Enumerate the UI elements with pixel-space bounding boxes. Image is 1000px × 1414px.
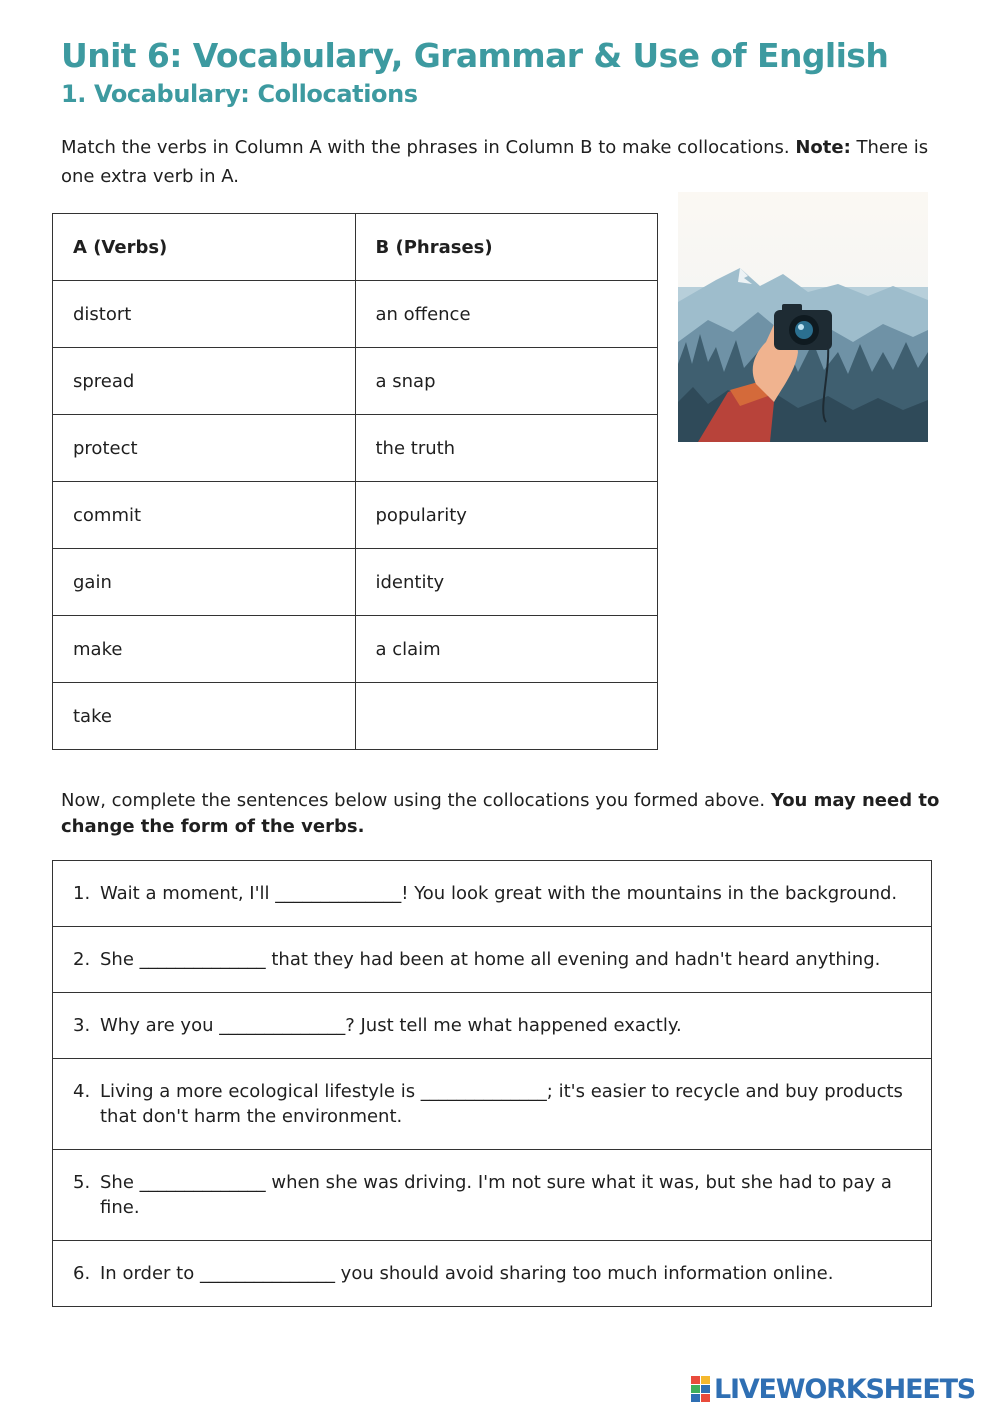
column-a-header: A (Verbs) bbox=[53, 214, 356, 281]
sentence-row bbox=[53, 861, 932, 927]
liveworksheets-brand bbox=[691, 1374, 975, 1404]
phrase-cell[interactable]: popularity bbox=[355, 482, 658, 549]
column-b-header: B (Phrases) bbox=[355, 214, 658, 281]
verb-cell: gain bbox=[53, 549, 356, 616]
verb-cell: spread bbox=[53, 348, 356, 415]
verb-cell: protect bbox=[53, 415, 356, 482]
instructions bbox=[61, 133, 941, 191]
table-row bbox=[53, 482, 658, 549]
camera-mountains-illustration bbox=[678, 192, 928, 442]
instructions-second bbox=[61, 788, 941, 840]
table-row bbox=[53, 549, 658, 616]
sentence-text: Living a more ecological lifestyle is ______________; it's easier to recycle and buy products that don't harm the environment. bbox=[100, 1081, 903, 1127]
sentence-text: In order to _______________ you should avoid sharing too much information online. bbox=[100, 1263, 834, 1284]
sentence-row bbox=[53, 993, 932, 1059]
sentence-number: 3. bbox=[73, 1015, 91, 1036]
phrase-cell[interactable]: a snap bbox=[355, 348, 658, 415]
table-row bbox=[53, 281, 658, 348]
sentence-number: 5. bbox=[73, 1172, 91, 1193]
phrase-cell[interactable]: identity bbox=[355, 549, 658, 616]
instructions2-text: Now, complete the sentences below using the collocations you formed above. bbox=[61, 790, 766, 811]
verb-cell: distort bbox=[53, 281, 356, 348]
sentence-text: She ______________ when she was driving. I'm not sure what it was, but she had to pay a fine. bbox=[100, 1172, 892, 1218]
liveworksheets-logo-icon bbox=[691, 1376, 711, 1402]
sentence-row bbox=[53, 927, 932, 993]
sentence-text: Wait a moment, I'll ______________! You look great with the mountains in the background. bbox=[100, 883, 898, 904]
instructions2-bold: You may need to change the form of the verbs. bbox=[61, 790, 940, 837]
sentence-text: Why are you ______________? Just tell me what happened exactly. bbox=[100, 1015, 682, 1036]
verb-cell: commit bbox=[53, 482, 356, 549]
phrase-cell[interactable]: the truth bbox=[355, 415, 658, 482]
sentence-row bbox=[53, 1241, 932, 1307]
instructions-text: Match the verbs in Column A with the phrases in Column B to make collocations. bbox=[61, 137, 790, 158]
phrase-cell[interactable]: an offence bbox=[355, 281, 658, 348]
table-row bbox=[53, 683, 658, 750]
note-text: There is one extra verb in A. bbox=[61, 137, 929, 187]
table-row bbox=[53, 415, 658, 482]
table-row bbox=[53, 348, 658, 415]
sentence-number: 6. bbox=[73, 1263, 91, 1284]
collocations-table bbox=[52, 213, 658, 750]
sentence-text: She ______________ that they had been at home all evening and hadn't heard anything. bbox=[100, 949, 881, 970]
section-title: 1. Vocabulary: Collocations bbox=[61, 80, 418, 108]
sentence-number: 1. bbox=[73, 883, 91, 904]
sentence-number: 4. bbox=[73, 1081, 91, 1102]
table-row bbox=[53, 616, 658, 683]
sentences-table bbox=[52, 860, 932, 1307]
brand-name: LIVEWORKSHEETS bbox=[714, 1373, 976, 1405]
verb-cell: take bbox=[53, 683, 356, 750]
sentence-number: 2. bbox=[73, 949, 91, 970]
note-label: Note: bbox=[795, 137, 851, 158]
phrase-cell bbox=[355, 683, 658, 750]
verb-cell: make bbox=[53, 616, 356, 683]
sentence-row bbox=[53, 1059, 932, 1150]
phrase-cell[interactable]: a claim bbox=[355, 616, 658, 683]
table-header-row bbox=[53, 214, 658, 281]
sentence-row bbox=[53, 1150, 932, 1241]
page-title: Unit 6: Vocabulary, Grammar & Use of English bbox=[61, 36, 889, 75]
